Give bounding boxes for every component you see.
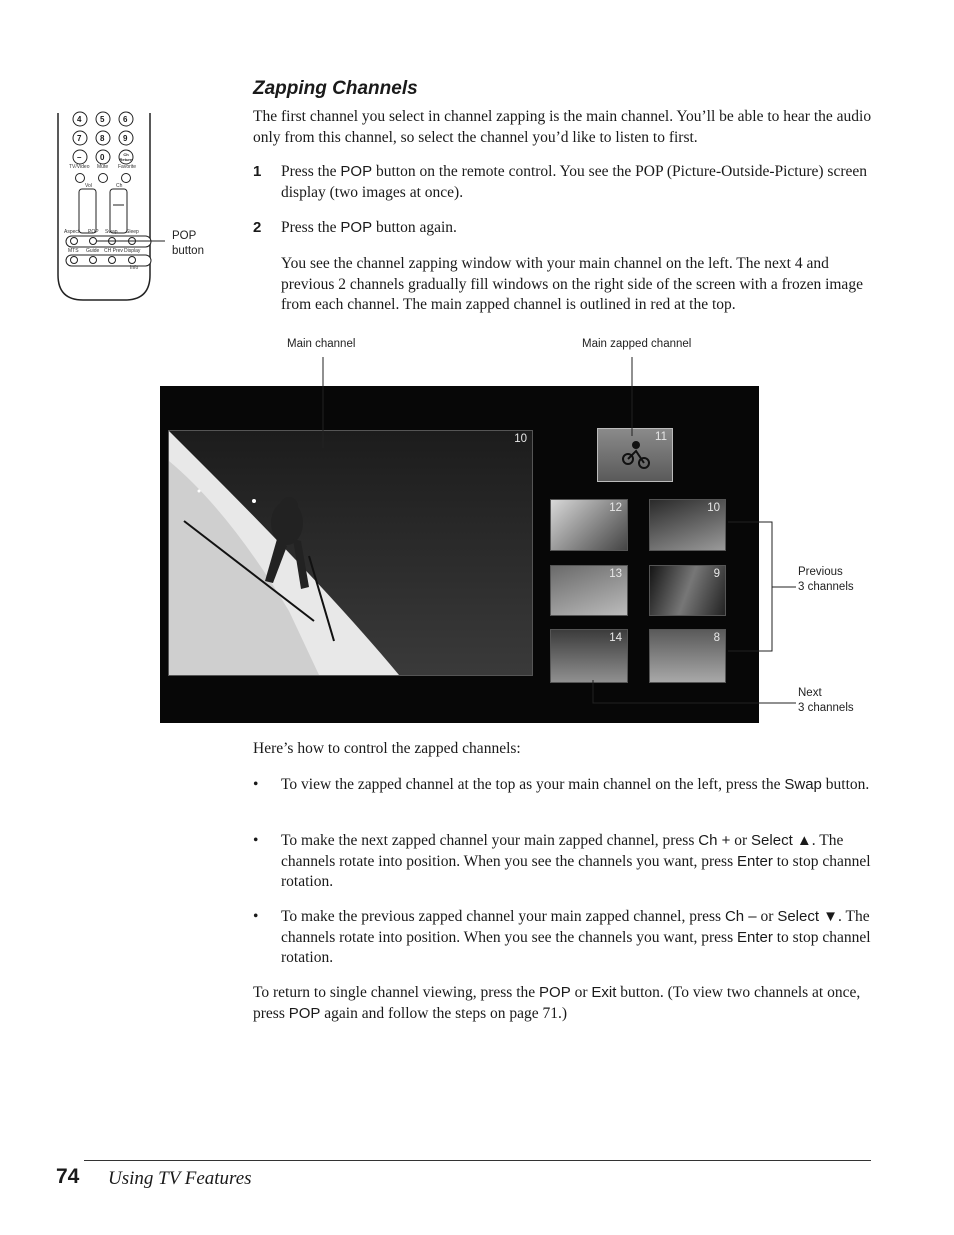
bullet-3-text-c: to stop channel rotation.: [281, 928, 871, 966]
display-label: Display: [124, 248, 141, 254]
bullet-2-or: or: [730, 832, 752, 849]
closing-paragraph: [253, 983, 873, 1024]
key-ch-return: Ch Return: [119, 152, 133, 162]
closing-text-a: To return to single channel viewing, press the: [253, 984, 540, 1001]
step-1-text-a: Press the: [281, 163, 341, 180]
closing-or: or: [570, 984, 592, 1001]
swap-label: Swap: [105, 229, 118, 235]
section-title: Zapping Channels: [253, 78, 418, 99]
ch-label: Ch: [116, 183, 123, 189]
main-zapped-channel-label: Main zapped channel: [582, 338, 692, 350]
key-8: 8: [100, 134, 105, 143]
ch-plus-key-ref: Ch +: [698, 832, 731, 849]
bullet-2: [253, 831, 873, 893]
intro-paragraph: The first channel you select in channel zapping is the main channel. You’ll be able to hear the audio only from this channel, so select the channel you’d like to listen to first.: [253, 108, 872, 146]
thumbnail-channel-number: 14: [609, 632, 622, 644]
bullet-2-text-a: To make the next zapped channel your main zapped channel, press: [281, 832, 699, 849]
step-2-text-a: Press the: [281, 219, 341, 236]
swap-key-ref: Swap: [784, 776, 822, 793]
ch-minus-key-ref: Ch –: [724, 908, 757, 925]
next-channels-label: Next 3 channels: [798, 687, 854, 714]
favorite-label: Favorite: [118, 164, 137, 170]
key-7: 7: [77, 134, 82, 143]
enter-key-ref: Enter: [737, 852, 773, 870]
vol-label: Vol: [85, 183, 92, 189]
bullet-mark: •: [253, 832, 259, 849]
enter-key-ref: Enter: [737, 928, 773, 946]
pop-key-ref: POP: [340, 219, 373, 236]
bullet-3: [253, 907, 873, 969]
tv-video-label: TV/Video: [69, 164, 90, 170]
thumbnail-channel-number: 8: [713, 632, 720, 644]
step-1-number: 1: [253, 163, 262, 180]
main-zapped-channel-number: 11: [655, 431, 667, 443]
select-down-key-ref: Select ▼: [777, 908, 839, 925]
key-6: 6: [123, 115, 128, 124]
pop-key-ref: POP: [340, 163, 373, 180]
aspect-label: Aspect: [64, 229, 80, 235]
closing-text-b: button. (To view two channels at once, press: [253, 984, 861, 1022]
thumbnail-channel-number: 10: [707, 502, 720, 514]
mute-label: Mute: [97, 164, 109, 170]
bullet-1: [253, 775, 873, 796]
bullet-1-text-a: To view the zapped channel at the top as your main channel on the left, press the: [281, 776, 785, 793]
footer-rule: [84, 1160, 871, 1161]
main-channel-number: 10: [514, 433, 527, 445]
bullet-2-text-c: to stop channel rotation.: [281, 852, 871, 890]
guide-label: Guide: [86, 248, 100, 254]
bullet-mark: •: [253, 776, 259, 793]
thumbnail-channel-number: 12: [609, 502, 622, 514]
ch-prev-label: CH Prev: [104, 248, 123, 254]
main-channel-label: Main channel: [287, 338, 356, 350]
bullet-1-text-b: button.: [821, 776, 870, 793]
bullet-3-or: or: [756, 908, 778, 925]
thumbnail-channel-number: 9: [713, 568, 720, 580]
key-4: 4: [77, 115, 82, 124]
bullet-3-text-a: To make the previous zapped channel your main zapped channel, press: [281, 908, 725, 925]
bullet-3-text-b: . The channels rotate into position. When you see the channels you want, press: [281, 908, 870, 946]
pop-label: POP: [88, 229, 99, 235]
step-2-number: 2: [253, 219, 262, 236]
how-to-intro: Here’s how to control the zapped channels:: [253, 740, 521, 757]
pop-key-ref: POP: [539, 984, 571, 1001]
closing-text-c: again and follow the steps on page 71.): [320, 1004, 568, 1022]
pop-button-callout: POP button: [172, 230, 204, 257]
footer-section-title: Using TV Features: [108, 1168, 252, 1189]
step-2-text-b: button again.: [372, 219, 457, 236]
step-1-text-b: button on the remote control. You see the POP (Picture-Outside-Picture) screen display (two images at once).: [281, 163, 868, 201]
pop-key-ref: POP: [288, 1004, 321, 1022]
exit-key-ref: Exit: [591, 984, 617, 1001]
key-9: 9: [123, 134, 128, 143]
key-0: 0: [100, 153, 105, 162]
page-number: 74: [56, 1165, 80, 1188]
sleep-label: Sleep: [126, 229, 139, 235]
info-label: Info: [130, 265, 139, 271]
bullet-mark: •: [253, 908, 259, 925]
key-5: 5: [100, 115, 105, 124]
step-2-detail: You see the channel zapping window with your main channel on the left. The next 4 and previous 2 channels gradually fill windows on the right side of the screen with a frozen image from each channel. The main zapped channel is outlined in red at the top.: [281, 255, 863, 313]
mts-label: MTS: [68, 248, 79, 254]
key-dash: –: [77, 153, 82, 162]
previous-channels-label: Previous 3 channels: [798, 566, 854, 593]
select-up-key-ref: Select ▲: [751, 832, 812, 849]
thumbnail-channel-number: 13: [609, 568, 622, 580]
bullet-2-text-b: . The channels rotate into position. When you see the channels you want, press: [281, 832, 844, 870]
